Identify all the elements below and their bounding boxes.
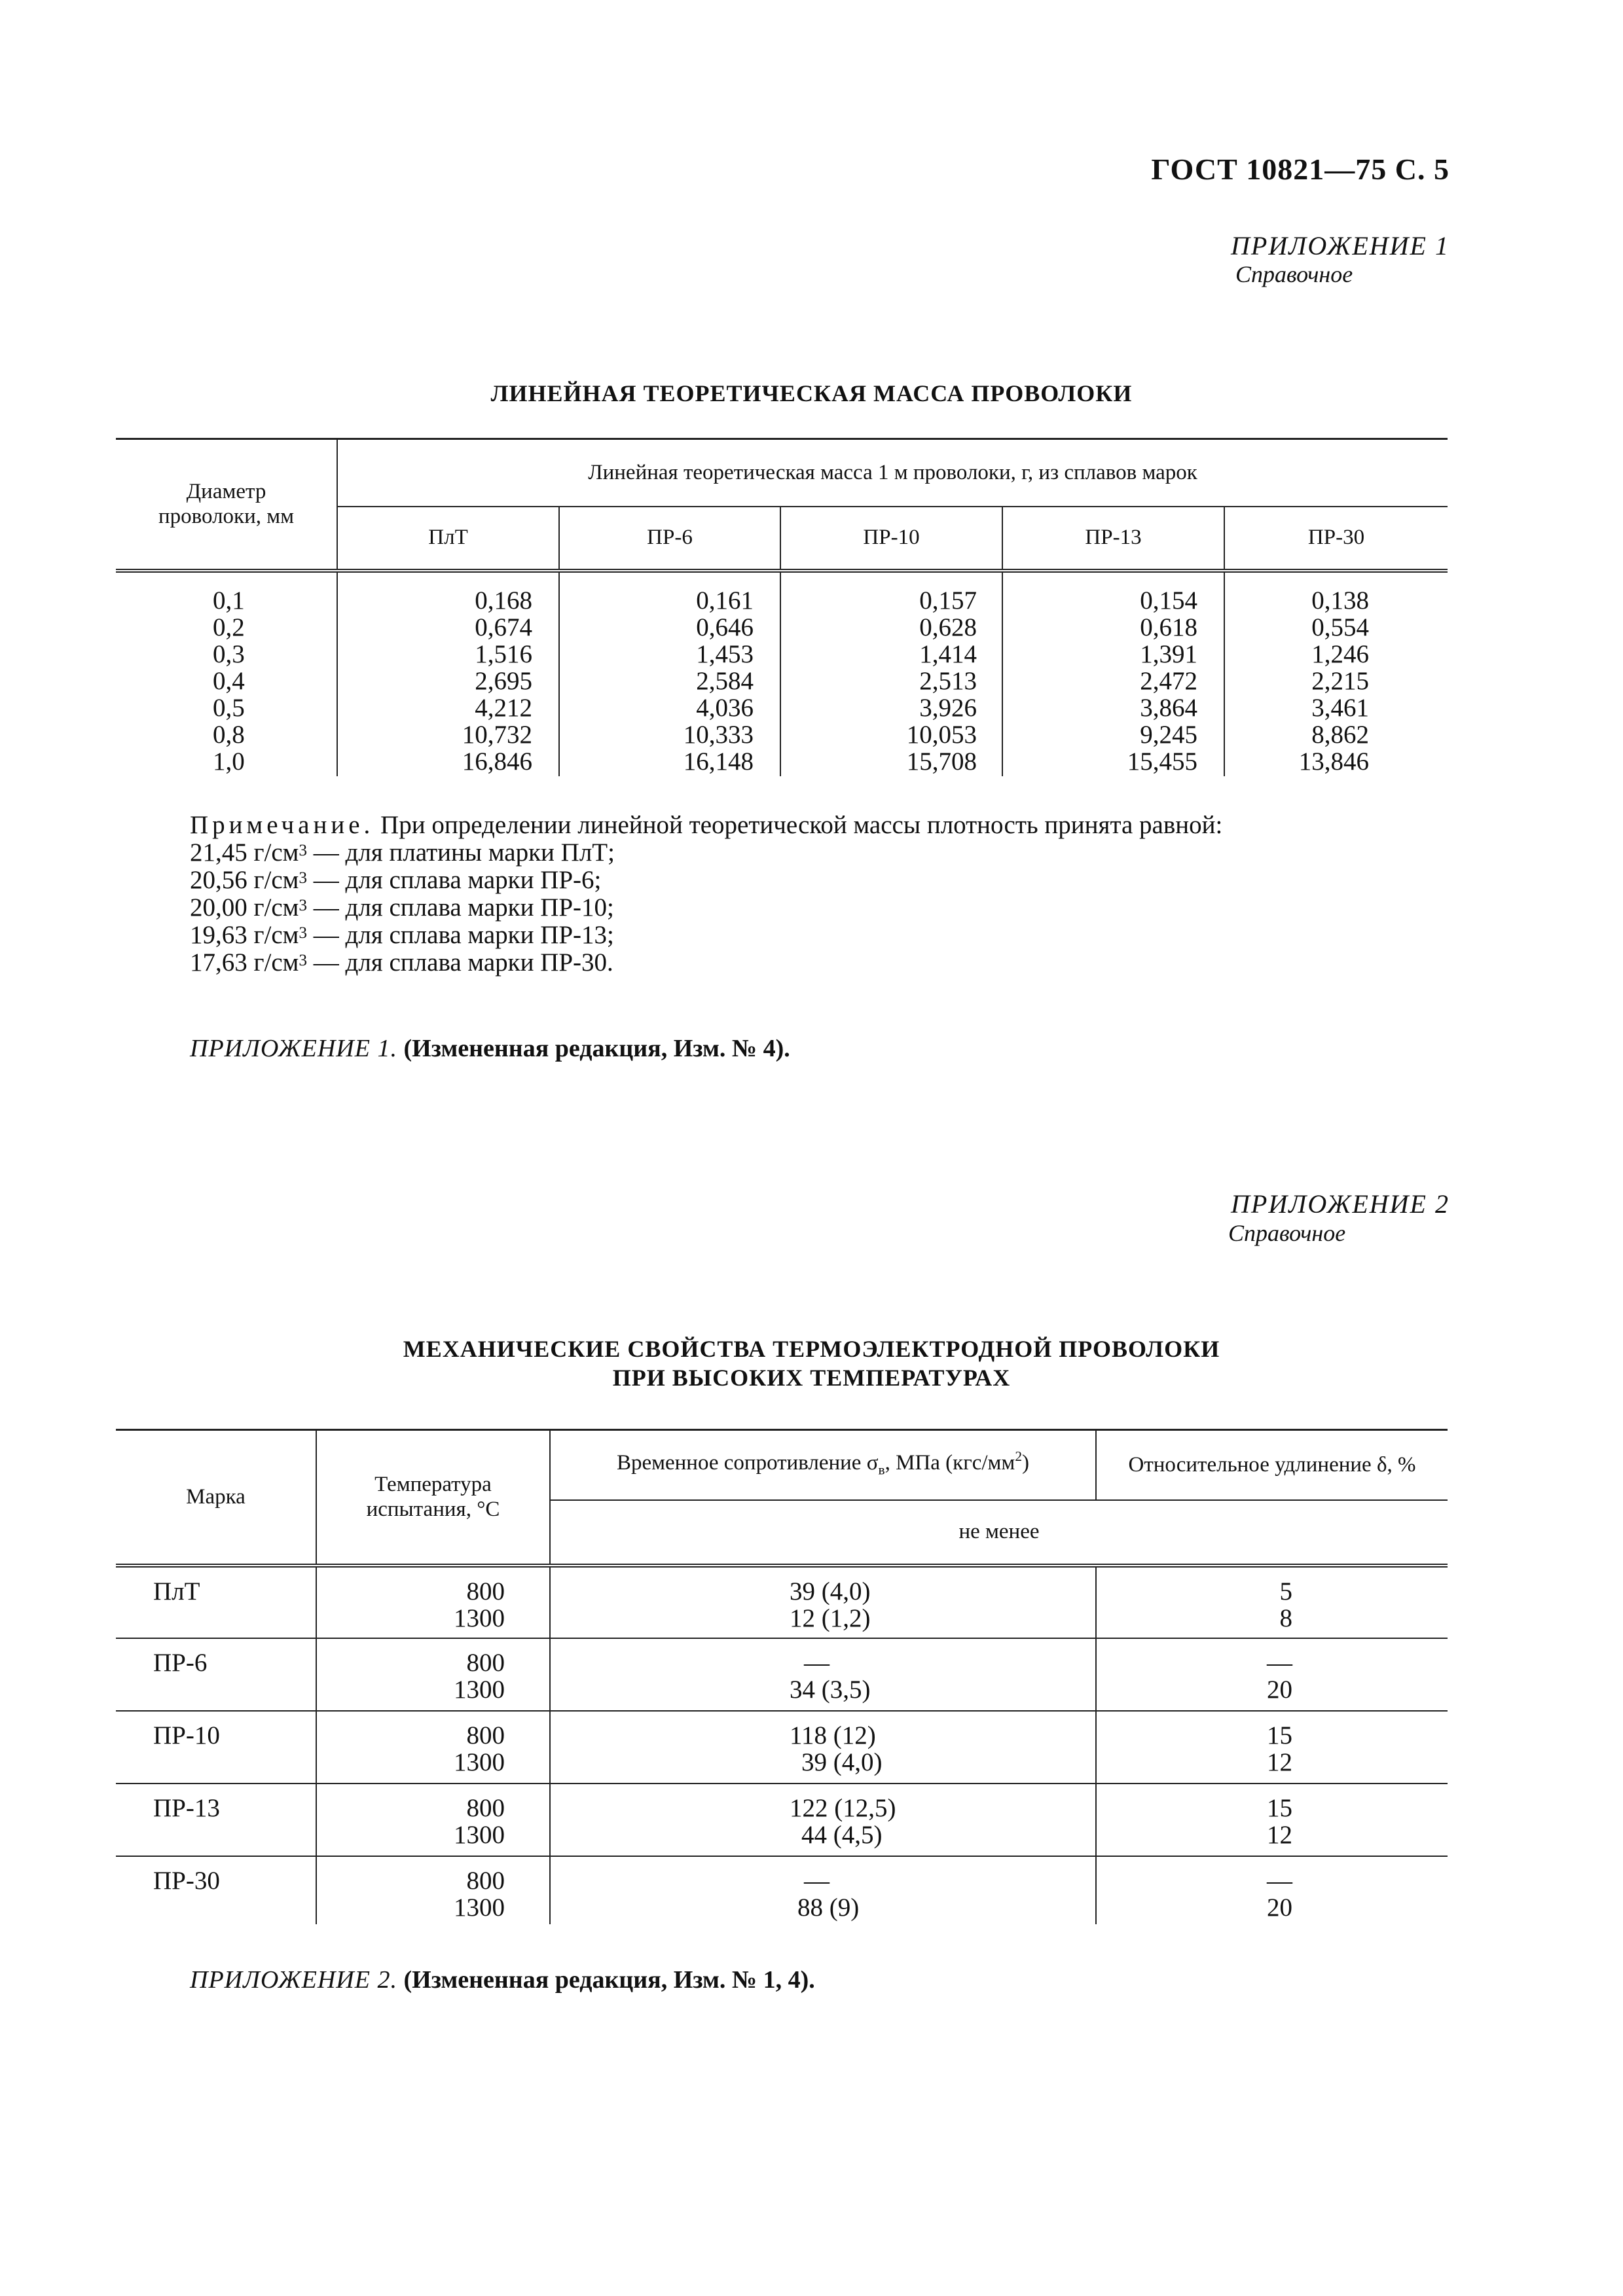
grade-header: ПР-10 [780, 507, 1002, 571]
appendix1-title: ЛИНЕЙНАЯ ТЕОРЕТИЧЕСКАЯ МАССА ПРОВОЛОКИ [490, 380, 1133, 406]
note-line: 17,63 $г/см^3$ — для сплава марки ПР-30. [190, 948, 613, 977]
diameter-column: 0,1 0,2 0,3 0,4 0,5 0,8 1,0 [116, 571, 337, 776]
mass-column-pr13: 0,154 0,618 1,391 2,472 3,864 9,245 15,455 [1002, 571, 1224, 776]
row-temps: 800 1300 [316, 1566, 550, 1638]
min-values-subheader: не менее [550, 1500, 1448, 1566]
strength-col-header: Временное сопротивление $\sigma_в$, МПа $(кгс/мм^2)$ [550, 1430, 1096, 1500]
appendix1-label: ПРИЛОЖЕНИЕ 1 [1231, 231, 1450, 260]
row-grade: ПлТ [116, 1566, 316, 1638]
row-elongation: 15 12 [1096, 1784, 1448, 1856]
row-strength: 118 (12) 39 (4,0) [550, 1711, 1096, 1784]
row-temps: 800 1300 [316, 1784, 550, 1856]
appendix2-sublabel: Справочное [1228, 1220, 1346, 1246]
row-elongation: — 20 [1096, 1638, 1448, 1711]
mechanical-properties-table [116, 1429, 1448, 1924]
row-elongation: 5 8 [1096, 1566, 1448, 1638]
appendix1-sublabel: Справочное [1235, 261, 1353, 287]
mass-column-pr10: 0,157 0,628 1,414 2,513 3,926 10,053 15,708 [780, 571, 1002, 776]
row-strength: 39 (4,0) 12 (1,2) [550, 1566, 1096, 1638]
appendix2-title: МЕХАНИЧЕСКИЕ СВОЙСТВА ТЕРМОЭЛЕКТРОДНОЙ ПРОВОЛОКИ [403, 1336, 1220, 1362]
mass-column-plt: 0,168 0,674 1,516 2,695 4,212 10,732 16,846 [337, 571, 559, 776]
note-label: Примечание. [190, 811, 374, 839]
note-line: 21,45 $г/см^3$ — для платины марки ПлТ; [190, 838, 615, 867]
row-grade: ПР-13 [116, 1784, 316, 1856]
mass-column-pr30: 0,138 0,554 1,246 2,215 3,461 8,862 13,846 [1298, 586, 1370, 776]
row-strength: 122 (12,5) 44 (4,5) [550, 1784, 1096, 1856]
table-row [116, 1711, 1448, 1784]
row-grade: ПР-30 [116, 1856, 316, 1924]
row-grade: ПР-6 [116, 1638, 316, 1711]
note-line: 20,00 $г/см^3$ — для сплава марки ПР-10; [190, 893, 614, 922]
note-intro: При определении линейной теоретической массы плотность принята равной: [380, 811, 1223, 839]
diameter-header: Диаметр проволоки, мм [116, 439, 337, 571]
row-temps: 800 1300 [316, 1856, 550, 1924]
row-elongation: 15 12 [1096, 1711, 1448, 1784]
appendix2-label: ПРИЛОЖЕНИЕ 2 [1231, 1189, 1450, 1219]
temp-col-header: Температура испытания, °С [316, 1430, 550, 1566]
density-note [190, 812, 1222, 977]
row-grade: ПР-10 [116, 1711, 316, 1784]
grade-header: ПлТ [337, 507, 559, 571]
page-header: ГОСТ 10821—75 С. 5 [1151, 152, 1450, 186]
elongation-col-header: Относительное удлинение δ, % [1096, 1430, 1448, 1500]
table-row [116, 1784, 1448, 1856]
grade-col-header: Марка [116, 1430, 316, 1566]
row-elongation: — 20 [1267, 1866, 1292, 1922]
appendix2-edition-note: ПРИЛОЖЕНИЕ 2. (Измененная редакция, Изм. № 1, 4). [190, 1966, 815, 1994]
note-line: 19,63 $г/см^3$ — для сплава марки ПР-13; [190, 921, 614, 949]
note-line: 20,56 $г/см^3$ — для сплава марки ПР-6; [190, 866, 602, 894]
appendix2-title-line2: ПРИ ВЫСОКИХ ТЕМПЕРАТУРАХ [612, 1365, 1011, 1391]
table-row [116, 1638, 1448, 1711]
row-temps: 800 1300 [316, 1711, 550, 1784]
table-row [116, 1566, 1448, 1638]
grade-header: ПР-6 [559, 507, 780, 571]
row-strength: — 88 (9) [550, 1856, 1096, 1924]
row-temps: 800 1300 [316, 1638, 550, 1711]
grade-header: ПР-13 [1002, 507, 1224, 571]
linear-mass-table [116, 438, 1448, 776]
row-strength: — 34 (3,5) [550, 1638, 1096, 1711]
table-row [116, 1856, 1448, 1924]
mass-column-pr6: 0,161 0,646 1,453 2,584 4,036 10,333 16,148 [559, 571, 780, 776]
grade-header: ПР-30 [1224, 507, 1448, 571]
group-header: Линейная теоретическая масса 1 м проволоки, г, из сплавов марок [337, 439, 1448, 507]
appendix1-edition-note: ПРИЛОЖЕНИЕ 1. (Измененная редакция, Изм. № 4). [190, 1035, 790, 1062]
